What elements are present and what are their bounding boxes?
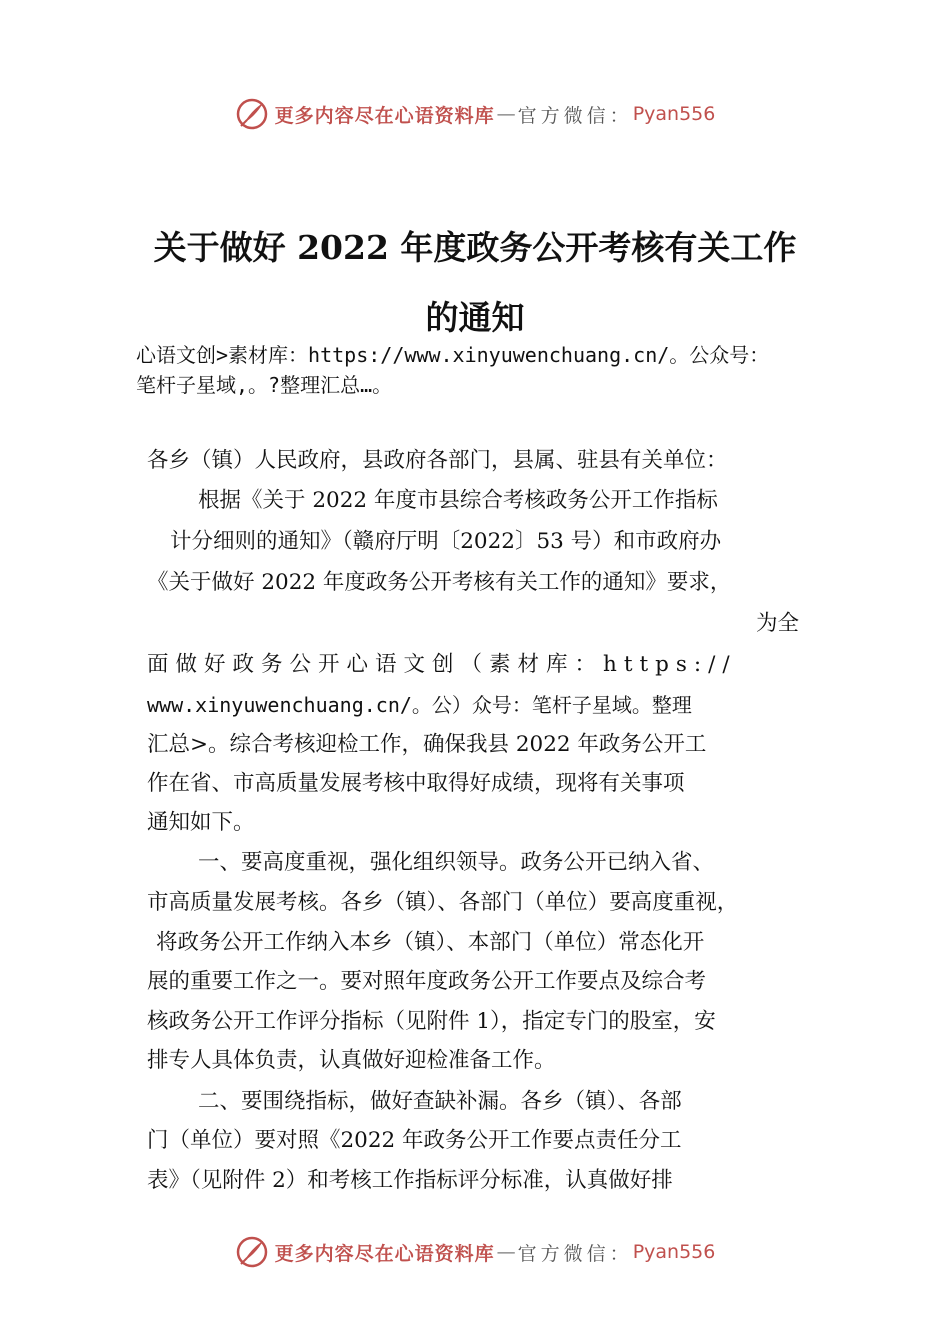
- doc-title-line-2: 的通知: [425, 298, 525, 337]
- p3-line: 表》（见附件 2）和考核工作指标评分标准，认真做好排: [147, 1168, 673, 1193]
- p1-line: 《关于做好 2022 年度政务公开考核有关工作的通知》要求，: [147, 570, 732, 595]
- p2-line: 市高质量发展考核。各乡（镇）、各部门（单位）要高度重视，: [147, 890, 739, 915]
- p1-line: 面做好政务公开心语文创（素材库：https://: [147, 652, 737, 677]
- wechat-label: 官方微信：: [517, 1242, 633, 1265]
- p2-line: 展的重要工作之一。要对照年度政务公开工作要点及综合考: [147, 969, 707, 994]
- source-line-2: 笔杆子星域,。?整理汇总…。: [136, 373, 393, 397]
- p2-line: 将政务公开工作纳入本乡（镇）、本部门（单位）常态化开: [156, 930, 705, 955]
- p3-line: 门（单位）要对照《2022 年政务公开工作要点责任分工: [147, 1128, 682, 1153]
- p1-line: 根据《关于 2022 年度市县综合考核政务公开工作指标: [198, 488, 718, 513]
- quill-logo-icon: [235, 1235, 269, 1269]
- source-line-1: 心语文创>素材库：https://www.xinyuwenchuang.cn/。公众号：: [136, 343, 770, 367]
- p2-line: 一、要高度重视，强化组织领导。政务公开已纳入省、: [198, 850, 715, 875]
- brand-text: 更多内容尽在心语资料库: [274, 104, 495, 127]
- banner-dash: —: [496, 103, 516, 125]
- footer-banner: [0, 1232, 950, 1272]
- p2-line: 核政务公开工作评分指标（见附件 1），指定专门的股室，安: [147, 1009, 716, 1034]
- salutation: 各乡（镇）人民政府，县政府各部门，县属、驻县有关单位：: [147, 448, 728, 473]
- wechat-label: 官方微信：: [517, 104, 633, 127]
- p1-line: 为全: [756, 611, 800, 636]
- p1-line: 作在省、市高质量发展考核中取得好成绩，现将有关事项: [147, 771, 685, 796]
- p1-line: 汇总>。综合考核迎检工作，确保我县 2022 年政务公开工: [147, 732, 707, 757]
- wechat-id: Pyan556: [632, 1241, 716, 1263]
- p1-line: 通知如下。: [147, 810, 255, 835]
- header-banner: [0, 94, 950, 134]
- p3-line: 二、要围绕指标，做好查缺补漏。各乡（镇）、各部: [198, 1089, 682, 1114]
- p2-line: 排专人具体负责，认真做好迎检准备工作。: [147, 1048, 556, 1073]
- p1-line: www.xinyuwenchuang.cn/。公）众号：笔杆子星域。整理: [147, 693, 692, 717]
- p1-line: 计分细则的通知》（赣府厅明〔2022〕53 号）和市政府办: [170, 529, 722, 554]
- quill-logo-icon: [235, 97, 269, 131]
- brand-text: 更多内容尽在心语资料库: [274, 1242, 495, 1265]
- banner-dash: —: [496, 1241, 516, 1263]
- wechat-id: Pyan556: [632, 103, 716, 125]
- doc-title-line-1: 关于做好 2022 年度政务公开考核有关工作: [153, 228, 797, 267]
